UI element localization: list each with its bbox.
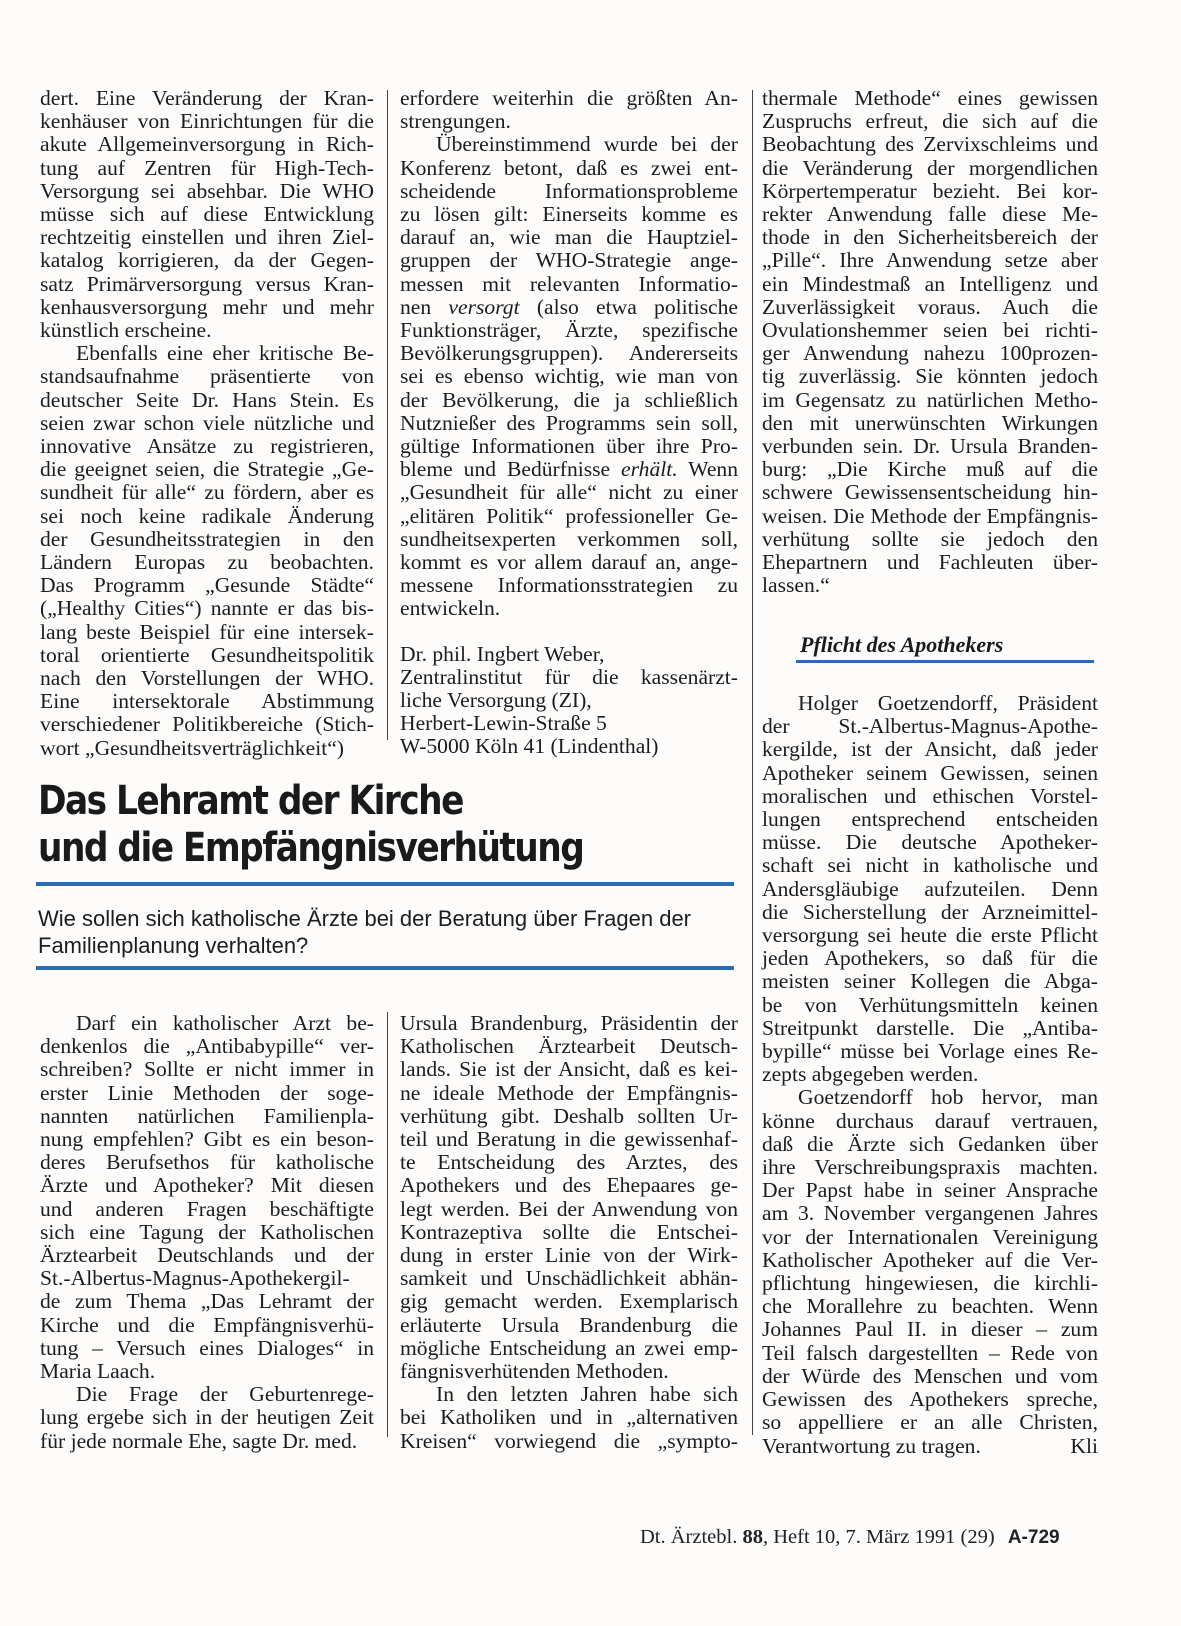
text-line: Apotheker seinem Gewissen, seinen [762, 760, 1098, 785]
text-line: sei noch keine radikale Änderung [40, 503, 374, 528]
text-line: innovative Ansätze zu registrieren, [40, 434, 374, 459]
column-rule [387, 1012, 388, 1437]
text-line: In den letzten Jahren habe sich [436, 1382, 738, 1407]
text-line: Kirche und die Empfängnisverhü- [40, 1312, 374, 1337]
text-line: müsse. Die deutsche Apotheker- [762, 830, 1098, 855]
paragraph-spacer [400, 621, 738, 643]
column-rule [752, 90, 753, 1435]
text-line: gruppen der WHO-Strategie ange- [400, 248, 738, 273]
signature-line: liche Versorgung (ZI), [400, 688, 592, 713]
text-line: Übereinstimmend wurde bei der [436, 132, 738, 157]
text-line: sundheitsexperten verkommen soll, [400, 526, 738, 551]
text-line: rechtzeitig einstellen und ihren Ziel- [40, 225, 374, 250]
column-rule [387, 90, 388, 740]
footer-volume: 88 [742, 1526, 763, 1548]
text-line: bleme und Bedürfnisse erhält. Wenn [400, 457, 738, 482]
text-line: könne durchaus darauf vertrauen, [762, 1108, 1098, 1133]
signature-line: W-5000 Köln 41 (Lindenthal) [400, 734, 659, 759]
text-line: zu lösen gilt: Einerseits komme es [400, 202, 738, 227]
text-line: Der Papst habe in seiner Ansprache [762, 1178, 1098, 1203]
sidebar-title-underline [796, 660, 1094, 663]
text-line: ne ideale Methode der Empfängnis- [400, 1080, 738, 1105]
bottom-column-1 [40, 1012, 374, 1453]
text-line: der Würde des Menschen und vom [762, 1363, 1098, 1388]
text-line: tig zuverlässig. Sie könnten jedoch [762, 364, 1098, 389]
text-line: Gewissen des Apothekers spreche, [762, 1387, 1098, 1412]
text-line: zepts abgegeben werden. [762, 1062, 979, 1087]
text-line: verhütung gibt. Deshalb sollten Ur- [400, 1103, 738, 1128]
text-line: Das Programm „Gesunde Städte“ [40, 573, 374, 598]
text-line: den mit unerwünschten Wirkungen [762, 410, 1098, 435]
signature-line: Dr. phil. Ingbert Weber, [400, 641, 605, 666]
text-line: künstlich erscheine. [40, 318, 212, 343]
text-line: der St.-Albertus-Magnus-Apothe- [762, 714, 1098, 739]
text-line: mögliche Entscheidung an zwei emp- [400, 1335, 738, 1360]
text-line: Eine intersektorale Abstimmung [40, 689, 374, 714]
text-line: am 3. November vergangenen Jahres [762, 1201, 1098, 1226]
text-line: burg: „Die Kirche muß auf die [762, 457, 1098, 482]
headline-underline [36, 882, 734, 886]
text-line: „Pille“. Ihre Anwendung setze aber [762, 248, 1098, 273]
text-line: lang beste Beispiel für eine intersek- [40, 619, 374, 644]
text-line: tung – Versuch eines Dialoges“ in [40, 1335, 374, 1360]
text-line: Andersgläubige aufzuteilen. Denn [762, 876, 1098, 901]
footer-issue: , Heft 10, 7. März 1991 (29) [762, 1526, 995, 1548]
text-line: seien zwar schon viele nützliche und [40, 410, 374, 435]
text-line: sich eine Tagung der Katholischen [40, 1219, 374, 1244]
text-line: vor der Internationalen Vereinigung [762, 1224, 1098, 1249]
text-line: jeden Apothekers, so daß für die [762, 946, 1098, 971]
text-line: ihre Verschreibungspraxis machten. [762, 1155, 1098, 1180]
text-line: die Sicherstellung der Arzneimittel- [762, 899, 1098, 924]
text-line: Die Frage der Geburtenrege- [76, 1382, 374, 1407]
text-line: standsaufnahme präsentierte von [40, 364, 374, 389]
text-line: verhütung sollte sie jedoch den [762, 526, 1098, 551]
text-line: Kontrazeptiva sollte die Entschei- [400, 1219, 738, 1244]
text-line: für jede normale Ehe, sagte Dr. med. [40, 1428, 358, 1453]
headline-line-1: Das Lehramt der Kirche [38, 778, 463, 824]
text-line: kommt es vor allem darauf an, ange- [400, 550, 738, 575]
text-line: moralischen und ethischen Vorstel- [762, 783, 1098, 808]
text-line: be von Verhütungsmitteln keinen [762, 992, 1098, 1017]
text-line: wort „Gesundheitsverträglichkeit“) [40, 735, 344, 760]
text-line: meisten seiner Kollegen die Abga- [762, 969, 1098, 994]
text-line: dert. Eine Veränderung der Kran- [40, 86, 374, 110]
text-line: so appelliere er an alle Christen, [762, 1410, 1098, 1435]
text-line: ger Anwendung nahezu 100prozen- [762, 341, 1098, 366]
text-line: erläuterte Ursula Brandenburg die [400, 1312, 738, 1337]
text-line: verbunden sein. Dr. Ursula Branden- [762, 434, 1098, 459]
text-line: messen mit relevanten Informatio- [400, 271, 738, 296]
text-line: Kreisen“ vorwiegend die „sympto- [400, 1428, 738, 1453]
text-line [762, 1435, 1098, 1458]
text-line-content: Verantwortung zu tragen. [762, 1433, 981, 1458]
text-line: schaft sei nicht in katholische und [762, 853, 1098, 878]
text-line: ein Mindestmaß an Intelligenz und [762, 271, 1098, 296]
text-line: Bevölkerungsgruppen). Andererseits [400, 341, 738, 366]
page-footer [640, 1526, 1160, 1549]
text-line: Ebenfalls eine eher kritische Be- [76, 341, 374, 366]
text-line: „Gesundheit für alle“ nicht zu einer [400, 480, 738, 505]
text-line: Ärztearbeit Deutschlands und der [40, 1243, 374, 1268]
text-line: dung in erster Linie von der Wirk- [400, 1243, 738, 1268]
text-line: schwere Gewissensentscheidung hin- [762, 480, 1098, 505]
subheadline-line-1: Wie sollen sich katholische Ärzte bei der Beratung über Fragen der [38, 906, 692, 931]
text-line: katalog korrigieren, da der Gegen- [40, 248, 374, 273]
text-line: darauf an, wie man die Hauptziel- [400, 225, 738, 250]
text-line: versorgung sei heute die erste Pflicht [762, 923, 1098, 948]
top-column-2 [400, 87, 738, 759]
text-line: Ovulationshemmer seien bei richti- [762, 318, 1098, 343]
text-line: im Gegensatz zu natürlichen Metho- [762, 387, 1098, 412]
text-line: nen versorgt (also etwa politische [400, 294, 738, 319]
text-line: Ehepartnern und Fachleuten über- [762, 550, 1098, 575]
text-line: („Healthy Cities“) nannte er das bis- [40, 596, 374, 621]
text-line: der Bevölkerung, die ja schließlich [400, 387, 738, 412]
text-line: Ländern Europas zu beobachten. [40, 550, 374, 575]
text-line: Johannes Paul II. in dieser – zum [762, 1317, 1098, 1342]
text-line: thermale Methode“ eines gewissen [762, 86, 1098, 110]
text-line: kergilde, ist der Ansicht, daß jeder [762, 737, 1098, 762]
text-line: Zuspruchs erfreut, die sich auf die [762, 109, 1098, 134]
text-line: sundheit für alle“ zu fördern, aber es [40, 480, 374, 505]
text-line: thode in den Sicherheitsbereich der [762, 225, 1098, 250]
text-line: denkenlos die „Antibabypille“ ver- [40, 1034, 374, 1059]
footer-journal: Dt. Ärztebl. [640, 1526, 738, 1548]
text-line: Nutznießer des Programms sein soll, [400, 410, 738, 435]
text-line: gig gemacht werden. Exemplarisch [400, 1289, 738, 1314]
text-line: nannten natürlichen Familienpla- [40, 1103, 374, 1128]
text-line: Goetzendorff hob hervor, man [798, 1085, 1098, 1110]
text-line: Streitpunkt darstelle. Die „Antiba- [762, 1015, 1098, 1040]
text-line: messene Informationsstrategien zu [400, 573, 738, 598]
text-line: daß die Ärzte sich Gedanken über [762, 1131, 1098, 1156]
text-line: deutscher Seite Dr. Hans Stein. Es [40, 387, 374, 412]
text-line: Holger Goetzendorff, Präsident [798, 691, 1098, 715]
article-subheadline [38, 905, 768, 959]
text-line: scheidende Informationsprobleme [400, 178, 738, 203]
sidebar-title: Pflicht des Apothekers [800, 632, 1004, 657]
text-line: müsse sich auf diese Entwicklung [40, 202, 374, 227]
headline-line-2: und die Empfängnisverhütung [38, 825, 584, 871]
text-line: die Veränderung der morgendlichen [762, 155, 1098, 180]
article-headline [38, 778, 657, 872]
signature-line: Zentralinstitut für die kassenärzt- [400, 664, 738, 689]
text-line: strengungen. [400, 109, 511, 134]
text-line: „elitären Politik“ professioneller Ge- [400, 503, 738, 528]
text-line: nach den Vorstellungen der WHO. [40, 666, 374, 691]
text-line: de zum Thema „Das Lehramt der [40, 1289, 374, 1314]
text-line: der Gesundheitsstrategien in den [40, 526, 374, 551]
subheadline-underline [36, 966, 734, 970]
text-line: und anderen Fragen beschäftigte [40, 1196, 374, 1221]
text-line: Teil falsch dargestellten – Rede von [762, 1340, 1098, 1365]
text-line: bypille“ müsse bei Vorlage eines Re- [762, 1039, 1098, 1064]
text-line: legt werden. Bei der Anwendung von [400, 1196, 738, 1221]
text-line: tung auf Zentren für High-Tech- [40, 155, 374, 180]
text-line: kenhausversorgung mehr und mehr [40, 294, 374, 319]
text-line: verschiedener Politikbereiche (Stich- [40, 712, 374, 737]
text-line: samkeit und Unschädlichkeit abhän- [400, 1266, 738, 1291]
text-line: toral orientierte Gesundheitspolitik [40, 642, 374, 667]
text-line: Funktionsträger, Ärzte, spezifische [400, 318, 738, 343]
text-line: fängnisverhütenden Methoden. [400, 1359, 669, 1384]
top-column-1 [40, 87, 374, 760]
text-line: weisen. Die Methode der Empfängnis- [762, 503, 1098, 528]
text-line: kenhäuser von Einrichtungen für die [40, 109, 374, 134]
text-line: Zuverlässigkeit voraus. Auch die [762, 294, 1098, 319]
text-line: schreiben? Sollte er nicht immer in [40, 1057, 374, 1082]
text-line: rekter Anwendung falle diese Me- [762, 202, 1098, 227]
text-line: lung ergebe sich in der heutigen Zeit [40, 1405, 374, 1430]
text-line: pflichtung hingewiesen, die kirchli- [762, 1271, 1098, 1296]
text-line: Darf ein katholischer Arzt be- [76, 1011, 374, 1035]
subheadline-line-2: Familienplanung verhalten? [38, 933, 309, 958]
text-line: Ursula Brandenburg, Präsidentin der [400, 1011, 738, 1035]
text-line: nung empfehlen? Gibt es ein beson- [40, 1127, 374, 1152]
bottom-column-2 [400, 1012, 738, 1453]
text-line: Konferenz betont, daß es zwei ent- [400, 155, 738, 180]
text-line: die geeignet seien, die Strategie „Ge- [40, 457, 374, 482]
text-line: satz Primärversorgung versus Kran- [40, 271, 374, 296]
text-line: Katholischer Apotheker auf die Ver- [762, 1247, 1098, 1272]
text-line: bei Katholiken und in „alternativen [400, 1405, 738, 1430]
text-line: che Morallehre zu beachten. Wenn [762, 1294, 1098, 1319]
text-line: lands. Sie ist der Ansicht, daß es kei- [400, 1057, 738, 1082]
text-line: gültige Informationen über ihre Pro- [400, 434, 738, 459]
top-column-3 [762, 87, 1098, 597]
text-line: sei es ebenso wichtig, wie man von [400, 364, 738, 389]
emphasis: versorgt [448, 294, 520, 319]
text-line: lassen.“ [762, 573, 830, 598]
text-line: akute Allgemeinversorgung in Rich- [40, 132, 374, 157]
signature-line: Herbert-Lewin-Straße 5 [400, 711, 607, 736]
text-line: Apothekers und des Ehepaares ge- [400, 1173, 738, 1198]
sidebar-column [762, 692, 1098, 1458]
footer-page-number: A-729 [1007, 1527, 1060, 1548]
text-line: teil und Beratung in die gewissenhaf- [400, 1127, 738, 1152]
text-line: Maria Laach. [40, 1359, 156, 1384]
text-line: Beobachtung des Zervixschleims und [762, 132, 1098, 157]
text-line: lungen entsprechend entscheiden [762, 807, 1098, 832]
emphasis: erhält. [621, 457, 678, 482]
text-line: Ärzte und Apotheker? Mit diesen [40, 1173, 374, 1198]
text-line: entwickeln. [400, 596, 501, 621]
text-line: erfordere weiterhin die größten An- [400, 86, 738, 110]
text-line: Körpertemperatur bezieht. Bei kor- [762, 178, 1098, 203]
text-line: erster Linie Methoden der soge- [40, 1080, 374, 1105]
text-line: deres Berufsethos für katholische [40, 1150, 374, 1175]
text-line: Katholischen Ärztearbeit Deutsch- [400, 1034, 738, 1059]
author-initials: Kli [1070, 1433, 1098, 1458]
text-line: St.-Albertus-Magnus-Apothekergil- [40, 1266, 350, 1291]
text-line: te Entscheidung des Arztes, des [400, 1150, 738, 1175]
text-line: Versorgung sei absehbar. Die WHO [40, 178, 374, 203]
